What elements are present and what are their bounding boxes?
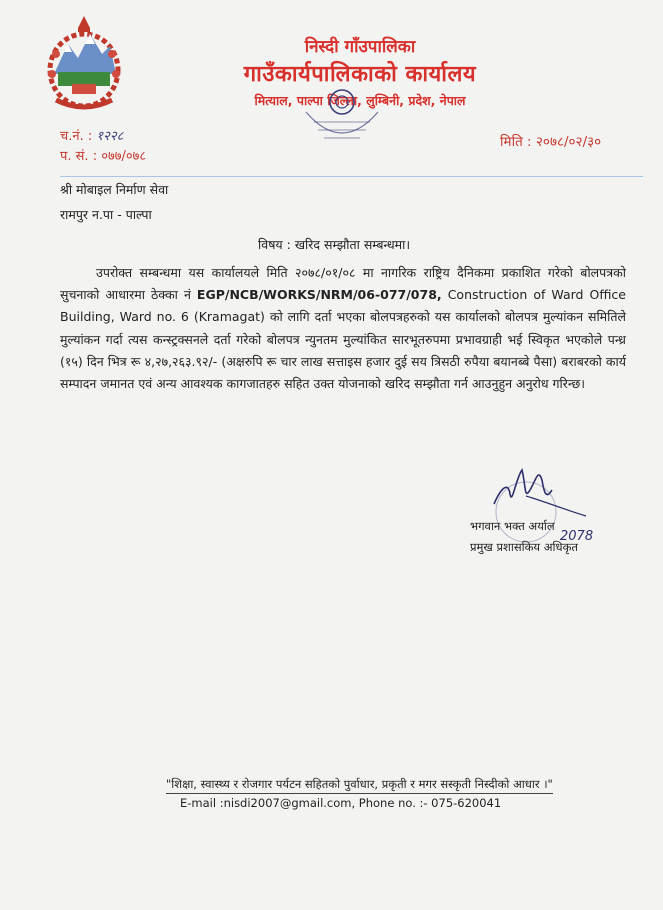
tender-reference: EGP/NCB/WORKS/NRM/06-077/078, [196,287,442,303]
header-divider [60,176,643,177]
header-address: मित्याल, पाल्पा जिल्ला, लुम्बिनी, प्रदेश, नेपाल [254,93,466,108]
footer-contact: E-mail :nisdi2007@gmail.com, Phone no. :- 075-620041 [180,796,502,810]
letter-date [500,132,601,150]
recipient-name: श्री मोबाइल निर्माण सेवा [60,182,169,197]
header-municipality: निस्दी गाँउपालिका [304,37,416,57]
dispatch-number [60,126,123,144]
signatory-name: भगवान भक्त अर्याल [470,519,555,533]
office-stamp-icon [296,76,388,156]
dispatch-number-label: च.नं. : [60,129,93,144]
recipient-address: रामपुर न.पा - पाल्पा [60,207,152,222]
body-text-part1: उपरोक्त सम्बन्धमा यस कार्यालयले मिति २०७८/०१/०८ मा नागरिक राष्ट्रिय दैनिकमा प्रकाशित गरेको बोलपत्रको सुचनाको आधारमा ठेक्का नं [60,265,626,303]
date-label: मिति : [500,134,532,150]
letter-number-label: प. सं. : [60,149,98,164]
letter-number [60,146,146,164]
letter-body [60,262,626,395]
letter-subject: विषय : खरिद सम्झौता सम्बन्धमा। [258,237,411,252]
header-office: गाउँकार्यपालिकाको कार्यालय [243,62,477,87]
letter-number-value: ०७७/०७८ [101,149,147,164]
svg-text:2078: 2078 [560,529,594,544]
body-paragraph [60,262,626,395]
dispatch-number-value: १२२८ [96,129,124,144]
signatory-title: प्रमुख प्रशासकिय अधिकृत [470,540,578,554]
footer-motto: "शिक्षा, स्वास्थ्य र रोजगार पर्यटन सहितको पुर्वाधार, प्रकृती र मगर सस्कृती निस्दीको आधार ।" [166,777,553,794]
nepal-emblem-icon [38,14,130,114]
body-text-part2: Construction of Ward Office Building, Ward no. 6 (Kramagat) को लागि दर्ता भएका बोलपत्रहरुको यस कार्यालको बोलपत्र मुल्यांकन समितिले मुल्यांकन गर्दा त्यस कन्स्ट्रक्सनले दर्ता गरेको बोलपत्र न्युनतम मुल्यांकित सारभूतरुपमा प्रभावग्राही भई स्विकृत भएकोले पन्ध्र (१५) दिन भित्र रू ४,२७,२६३.९२/- (अक्षरुपि रू चार लाख सत्ताइस हजार दुई सय त्रिसठी रुपैया बयानब्बे पैसा) बराबरको कार्य सम्पादन जमानत एवं अन्य आवश्यक कागजातहरु सहित उक्त योजनाको खरिद सम्झौता गर्न आउनुहुन अनुरोध गरिन्छ। [60,287,626,392]
date-value: २०७८/०२/३० [535,134,602,150]
